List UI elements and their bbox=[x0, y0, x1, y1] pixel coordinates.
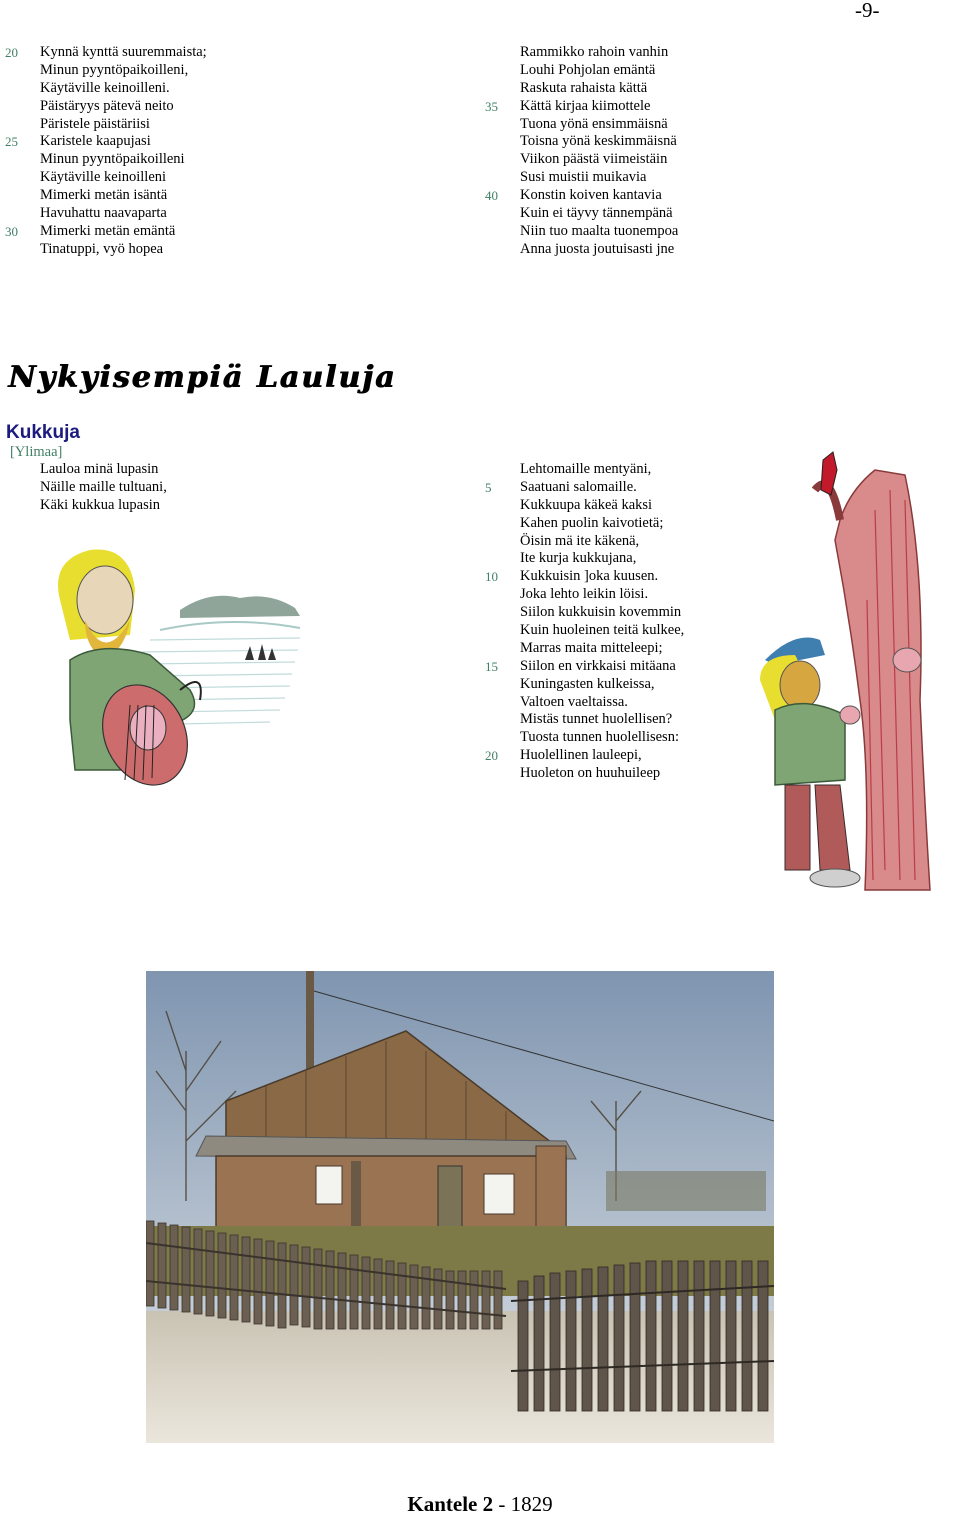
line-number: 20 bbox=[485, 748, 498, 764]
line-text: Kuin ei täyvy tännempänä bbox=[520, 205, 673, 222]
line-text: Päistäryys pätevä neito bbox=[40, 97, 174, 114]
song-verse-left bbox=[40, 461, 167, 515]
verse-line bbox=[40, 151, 207, 169]
wooden-house-photo bbox=[146, 971, 774, 1443]
verse-line bbox=[520, 80, 678, 98]
verse-line bbox=[520, 151, 678, 169]
line-number: 5 bbox=[485, 479, 492, 495]
line-text: Ite kurja kukkujana, bbox=[520, 550, 637, 567]
verse-line bbox=[520, 586, 684, 604]
verse-line bbox=[40, 98, 207, 116]
verse-line bbox=[40, 205, 207, 223]
top-poem-left bbox=[5, 44, 207, 259]
kantele-player-drawing bbox=[30, 540, 310, 805]
line-text: Mistäs tunnet huolellisen? bbox=[520, 711, 673, 728]
line-text: Tinatuppi, vyö hopea bbox=[40, 240, 164, 257]
verse-line bbox=[520, 223, 678, 241]
line-text: Kukkuupa käkeä kaksi bbox=[520, 496, 653, 513]
verse-line bbox=[520, 205, 678, 223]
footer-year: - 1829 bbox=[493, 1492, 553, 1516]
line-text: Viikon päästä viimeistäin bbox=[520, 151, 668, 168]
line-text: Huoleton on huuhuileep bbox=[520, 765, 661, 782]
line-text: Toisna yönä keskimmäisnä bbox=[520, 133, 677, 150]
line-text: Mimerki metän emäntä bbox=[40, 222, 176, 239]
verse-line bbox=[5, 44, 207, 62]
line-number: 15 bbox=[485, 658, 498, 674]
line-text: Kukkuisin ]oka kuusen. bbox=[520, 568, 659, 585]
song-verse-right bbox=[485, 461, 685, 783]
line-text: Konstin koiven kantavia bbox=[520, 187, 662, 204]
verse-line bbox=[520, 116, 678, 134]
line-number: 35 bbox=[485, 98, 498, 114]
top-poem-right bbox=[485, 44, 679, 259]
verse-line bbox=[485, 97, 678, 116]
verse-line bbox=[485, 478, 684, 497]
verse-line bbox=[485, 657, 684, 676]
line-number: 25 bbox=[5, 134, 18, 150]
section-title: Nykyisempiä Lauluja bbox=[8, 360, 397, 395]
verse-line bbox=[520, 765, 684, 783]
verse-line bbox=[40, 62, 207, 80]
line-number: 30 bbox=[5, 223, 18, 239]
line-text: Käytäville keinoilleni bbox=[40, 169, 167, 186]
line-text: Minun pyyntöpaikoilleni bbox=[40, 151, 185, 168]
verse-line bbox=[40, 187, 207, 205]
line-text: Siilon en virkkaisi mitäana bbox=[520, 657, 676, 674]
line-text: Marras maita mitteleepi; bbox=[520, 639, 663, 656]
verse-line bbox=[40, 169, 207, 187]
verse-line bbox=[520, 133, 678, 151]
verse-line bbox=[40, 479, 167, 497]
line-text: Valtoen vaeltaissa. bbox=[520, 693, 628, 710]
line-text: Näille maille tultuani, bbox=[40, 478, 167, 495]
line-text: Lauloa minä lupasin bbox=[40, 461, 159, 477]
verse-line bbox=[485, 568, 684, 586]
line-text: Kättä kirjaa kiimottele bbox=[520, 97, 651, 114]
verse-line bbox=[520, 622, 684, 640]
footer bbox=[0, 1492, 960, 1517]
line-text: Päristele päistäriisi bbox=[40, 115, 150, 132]
verse-line bbox=[40, 116, 207, 134]
verse-line bbox=[520, 694, 684, 712]
verse-line bbox=[520, 62, 678, 80]
verse-line bbox=[520, 729, 684, 747]
line-text: Joka lehto leikin löisi. bbox=[520, 586, 649, 603]
line-text: Lehtomaille mentyäni, bbox=[520, 461, 652, 477]
line-number: 20 bbox=[5, 45, 18, 60]
line-text: Louhi Pohjolan emäntä bbox=[520, 61, 656, 78]
line-text: Huolellinen lauleepi, bbox=[520, 747, 642, 764]
line-text: Tuosta tunnen huolellisesn: bbox=[520, 729, 679, 746]
line-text: Kynnä kynttä suuremmaista; bbox=[40, 44, 207, 60]
line-text: Käki kukkua lupasin bbox=[40, 496, 161, 513]
verse-line bbox=[520, 604, 684, 622]
verse-line bbox=[520, 461, 684, 479]
verse-line bbox=[485, 747, 684, 765]
verse-line bbox=[520, 640, 684, 658]
verse-line bbox=[485, 187, 678, 205]
verse-line bbox=[5, 222, 207, 241]
verse-line bbox=[520, 44, 678, 62]
verse-line bbox=[40, 241, 207, 259]
verse-line bbox=[520, 169, 678, 187]
line-text: Niin tuo maalta tuonempoa bbox=[520, 222, 679, 239]
cuckoo-tree-drawing bbox=[755, 450, 945, 900]
line-number: 10 bbox=[485, 569, 498, 585]
verse-line bbox=[520, 676, 684, 694]
verse-line bbox=[520, 533, 684, 551]
line-text: Kuningasten kulkeissa, bbox=[520, 675, 655, 692]
line-text: Tuona yönä ensimmäisnä bbox=[520, 115, 668, 132]
line-text: Anna juosta joutuisasti jne bbox=[520, 240, 675, 257]
song-title: Kukkuja bbox=[6, 422, 80, 443]
line-text: Rammikko rahoin vanhin bbox=[520, 44, 669, 60]
line-text: Susi muistii muikavia bbox=[520, 169, 647, 186]
line-text: Öisin mä ite käkenä, bbox=[520, 532, 640, 549]
line-text: Siilon kukkuisin kovemmin bbox=[520, 604, 682, 621]
line-text: Mimerki metän isäntä bbox=[40, 187, 168, 204]
line-text: Käytäville keinoilleni. bbox=[40, 79, 170, 96]
verse-line bbox=[520, 550, 684, 568]
line-text: Havuhattu naavaparta bbox=[40, 205, 167, 222]
verse-line bbox=[40, 497, 167, 515]
line-text: Karistele kaapujasi bbox=[40, 133, 151, 150]
line-number: 40 bbox=[485, 188, 498, 204]
line-text: Kahen puolin kaivotietä; bbox=[520, 514, 664, 531]
line-text: Minun pyyntöpaikoilleni, bbox=[40, 61, 189, 78]
verse-line bbox=[5, 133, 207, 151]
verse-line bbox=[520, 497, 684, 515]
page-number: -9- bbox=[855, 0, 880, 22]
song-region: [Ylimaa] bbox=[10, 444, 63, 460]
verse-line bbox=[520, 515, 684, 533]
line-text: Kuin huoleinen teitä kulkee, bbox=[520, 622, 685, 639]
footer-title: Kantele 2 bbox=[407, 1492, 494, 1516]
verse-line bbox=[520, 241, 678, 259]
verse-line bbox=[40, 80, 207, 98]
line-text: Raskuta rahaista kättä bbox=[520, 79, 648, 96]
line-text: Saatuani salomaille. bbox=[520, 478, 637, 495]
verse-line bbox=[40, 461, 167, 479]
verse-line bbox=[520, 711, 684, 729]
